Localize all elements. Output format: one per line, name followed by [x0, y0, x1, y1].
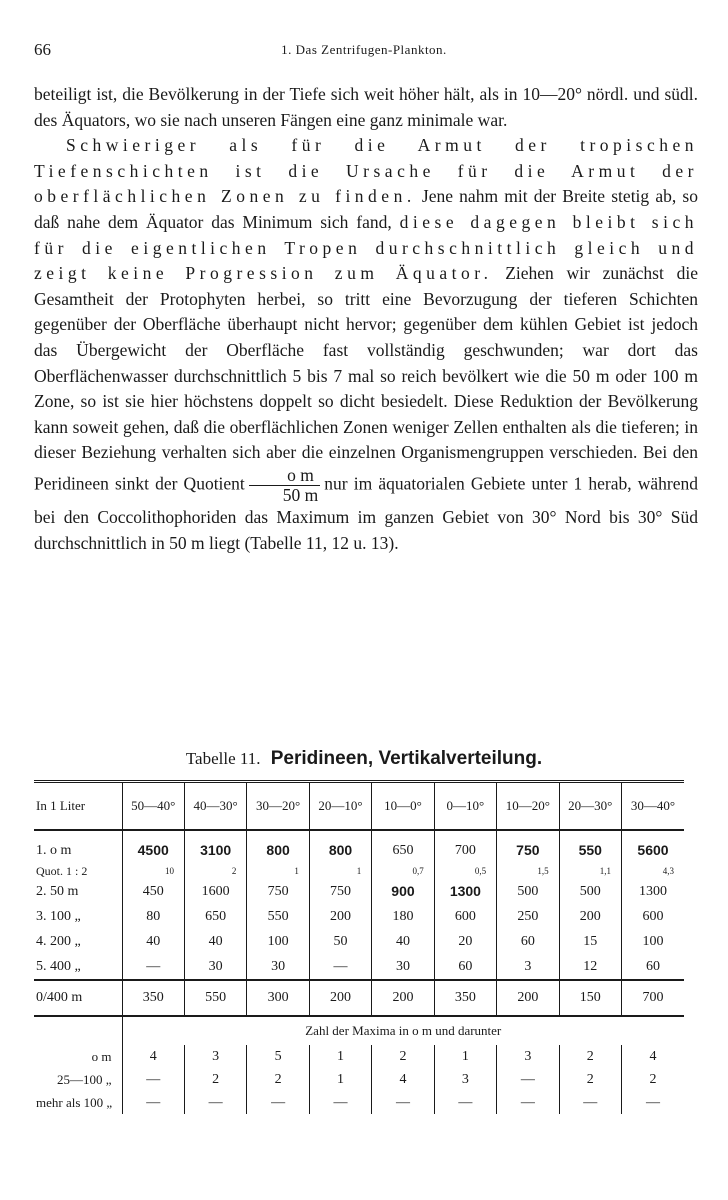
row-label: 4. 200 „ [36, 933, 81, 949]
body-text [34, 82, 698, 556]
table-caption [0, 748, 728, 770]
table-cell: 2 [247, 1068, 309, 1091]
table-cell: 1 [309, 1045, 371, 1068]
table-cell: 10 [122, 863, 184, 879]
table-cell: 700 [622, 980, 685, 1016]
table-cell: 4 [122, 1045, 184, 1068]
table-cell: 30 [184, 954, 246, 980]
column-header: 10—20° [497, 782, 559, 831]
table-cell: — [497, 1068, 559, 1091]
table-row-depth [34, 954, 684, 980]
row-label: 2. 50 m [36, 883, 79, 899]
row-label: o m [91, 1048, 112, 1064]
spaced-text-1: Schwieriger als für die Armut der tropischen Tiefenschichten ist die Ursache für die Armut der oberflächlichen Zonen zu finden. [34, 135, 698, 207]
maximum-value: 5600 [637, 842, 669, 858]
maximum-value: 800 [266, 842, 290, 858]
table-cell: 2 [184, 863, 246, 879]
table-cell: 4 [372, 1068, 434, 1091]
table-cell [622, 830, 685, 863]
table-cell: 200 [372, 980, 434, 1016]
table-cell: 1,1 [559, 863, 621, 879]
column-header: 20—10° [309, 782, 371, 831]
paragraph-text-1: Jene nahm mit der Breite stetig ab, so daß nahe dem Äquator das Minimum sich fand, [34, 186, 698, 232]
table-cell: — [309, 954, 371, 980]
column-header: 30—20° [247, 782, 309, 831]
table-cell: 12 [559, 954, 621, 980]
maximum-value: 1300 [449, 882, 481, 899]
table-cell: 30 [247, 954, 309, 980]
table-cell: 1 [247, 863, 309, 879]
table-cell: 100 [622, 929, 685, 954]
table-cell: 1 [309, 863, 371, 879]
table-cell: — [559, 1091, 621, 1114]
table-cell: 2 [372, 1045, 434, 1068]
table-cell: 750 [247, 879, 309, 904]
table-cell: 2 [184, 1068, 246, 1091]
table-cell: 3 [497, 954, 559, 980]
corner-label: In 1 Liter [34, 782, 122, 831]
table-cell: 40 [372, 929, 434, 954]
table-row-quotient [34, 863, 684, 879]
maximum-value: 800 [328, 842, 353, 858]
table-cell: 2 [559, 1068, 621, 1091]
caption-title: Peridineen, Vertikalverteilung. [270, 748, 543, 769]
table-cell: 60 [622, 954, 685, 980]
data-table [34, 780, 684, 1114]
table-cell: 650 [184, 904, 246, 929]
row-label: mehr als 100 „ [36, 1094, 113, 1110]
table-cell [247, 830, 309, 863]
running-head: 1. Das Zentrifugen-Plankton. [281, 42, 447, 57]
table-cell: 1600 [184, 879, 246, 904]
table-cell: 5 [247, 1045, 309, 1068]
table-cell: 1,5 [497, 863, 559, 879]
table-row-depth [34, 929, 684, 954]
paragraph-1: beteiligt ist, die Bevölkerung in der Tiefe sich weit höher hält, als in 10—20° nördl. und südl. des Äquators, wo sie nach unseren Fängen eine ganz minimale war. [34, 84, 698, 130]
table-cell [434, 879, 496, 904]
spaced-text-2: diese dagegen bleibt sich für die eigentlichen Tropen durchschnittlich gleich und zeigt keine Progression zum Äquator. [34, 211, 698, 284]
maximum-value: 900 [391, 882, 415, 899]
caption-prefix: Tabelle 11. [185, 749, 261, 768]
table-cell: — [372, 1091, 434, 1114]
table-cell: 180 [372, 904, 434, 929]
table-cell: 500 [497, 879, 559, 904]
table-cell: — [309, 1091, 371, 1114]
table-row-depth [34, 904, 684, 929]
paragraph-text-2: Ziehen wir zunächst die Gesamtheit der Protophyten herbei, so tritt eine Bevorzugung der tieferen Schichten gegenüber der Oberfläche überhaupt nicht hervor; gegenüber dem kühlen Gebiet ist jedoch das Übergewicht der Oberfläche fast vollständig geschwunden; war dort das Oberflächenwasser durchschnittlich 5 bis 7 mal so reich bevölkert wie die 50 m oder 100 m Zone, so ist sie hier höchstens doppelt so dicht besiedelt. Diese Reduktion der Bevölkerung kann soweit gehen, daß die oberflächlichen Zonen weniger Zellen enthalten als die tieferen; in dieser Beziehung verhalten sich aber die einzelnen Organismengruppen verschieden. Bei den Peridineen sinkt der Quotient [34, 263, 698, 494]
table-cell: — [122, 1068, 184, 1091]
row-label: 25—100 „ [56, 1071, 112, 1087]
table-cell: 3 [497, 1045, 559, 1068]
table-cell: 200 [309, 980, 371, 1016]
table-cell: 600 [434, 904, 496, 929]
table-cell: 4 [622, 1045, 685, 1068]
table-cell: 600 [622, 904, 685, 929]
maximum-value: 4500 [137, 842, 169, 858]
maxima-row [34, 1091, 684, 1114]
table-cell [184, 830, 246, 863]
table-cell: — [184, 1091, 246, 1114]
column-header: 10—0° [372, 782, 434, 831]
table-cell: 200 [559, 904, 621, 929]
row-label: 0/400 m [34, 980, 122, 1016]
table-cell: 350 [122, 980, 184, 1016]
page-number: 66 [34, 40, 51, 59]
table-cell: — [122, 954, 184, 980]
maximum-value: 3100 [200, 842, 232, 858]
table-cell: 0,5 [434, 863, 496, 879]
table-cell: 3 [434, 1068, 496, 1091]
maxima-row [34, 1068, 684, 1091]
column-header: 50—40° [122, 782, 184, 831]
quotient-fraction [249, 466, 321, 505]
column-header: 20—30° [559, 782, 621, 831]
table-cell: 200 [309, 904, 371, 929]
table-row-0m [34, 830, 684, 863]
table-cell: 60 [434, 954, 496, 980]
maxima-note-row [34, 1016, 684, 1045]
row-label: 3. 100 „ [36, 908, 81, 924]
maximum-value: 550 [578, 842, 602, 858]
row-label: 1. o m [36, 843, 72, 858]
table-cell: 300 [247, 980, 309, 1016]
table-cell: 0,7 [372, 863, 434, 879]
table-cell: 550 [247, 904, 309, 929]
maxima-row [34, 1045, 684, 1068]
column-header: 40—30° [184, 782, 246, 831]
table-cell: — [122, 1091, 184, 1114]
table-cell: 450 [122, 879, 184, 904]
maximum-value: 750 [516, 842, 540, 858]
row-label: Quot. 1 : 2 [36, 863, 88, 878]
table-cell: 40 [122, 929, 184, 954]
table-cell: — [247, 1091, 309, 1114]
table-cell: 750 [309, 879, 371, 904]
table-cell: 30 [372, 954, 434, 980]
table-cell: — [434, 1091, 496, 1114]
table-cell: 20 [434, 929, 496, 954]
table-row-depth [34, 879, 684, 904]
table-cell: 350 [434, 980, 496, 1016]
fraction-denominator: 50 m [282, 484, 319, 505]
table-cell: 550 [184, 980, 246, 1016]
table-cell: 4,3 [622, 863, 685, 879]
table-cell: 650 [372, 830, 434, 863]
table-cell: — [622, 1091, 685, 1114]
column-header: 30—40° [622, 782, 685, 831]
table-cell: 1 [434, 1045, 496, 1068]
table-cell: 80 [122, 904, 184, 929]
row-label: 5. 400 „ [36, 958, 81, 974]
maxima-note: Zahl der Maxima in o m und darunter [122, 1016, 684, 1045]
table-cell: 50 [309, 929, 371, 954]
fraction-numerator: o m [249, 466, 321, 486]
row-label [34, 1016, 122, 1045]
paragraph-2 [34, 133, 698, 556]
table-cell: 1300 [622, 879, 685, 904]
table-cell: 250 [497, 904, 559, 929]
paragraph-text-3: nur im äquatorialen Gebiete unter 1 herab, während bei den Coccolithophoriden das Maximum im ganzen Gebiet von 30° Nord bis 30° Süd durchschnittlich in 50 m liegt (Tabelle 11, 12 u. 13). [34, 473, 698, 553]
table-container [34, 780, 684, 1114]
table-cell: 3 [184, 1045, 246, 1068]
table-cell: 100 [247, 929, 309, 954]
table-cell [497, 830, 559, 863]
column-header: 0—10° [434, 782, 496, 831]
table-cell [122, 830, 184, 863]
table-cell: 15 [559, 929, 621, 954]
table-cell [372, 879, 434, 904]
table-cell: — [497, 1091, 559, 1114]
table-cell: 60 [497, 929, 559, 954]
table-cell [309, 830, 371, 863]
table-cell: 2 [559, 1045, 621, 1068]
table-header-row [34, 782, 684, 831]
table-cell: 1 [309, 1068, 371, 1091]
table-cell: 700 [434, 830, 496, 863]
table-cell: 150 [559, 980, 621, 1016]
table-cell: 200 [497, 980, 559, 1016]
table-cell: 500 [559, 879, 621, 904]
table-cell: 2 [622, 1068, 685, 1091]
table-cell: 40 [184, 929, 246, 954]
table-row-sum [34, 980, 684, 1016]
table-cell [559, 830, 621, 863]
